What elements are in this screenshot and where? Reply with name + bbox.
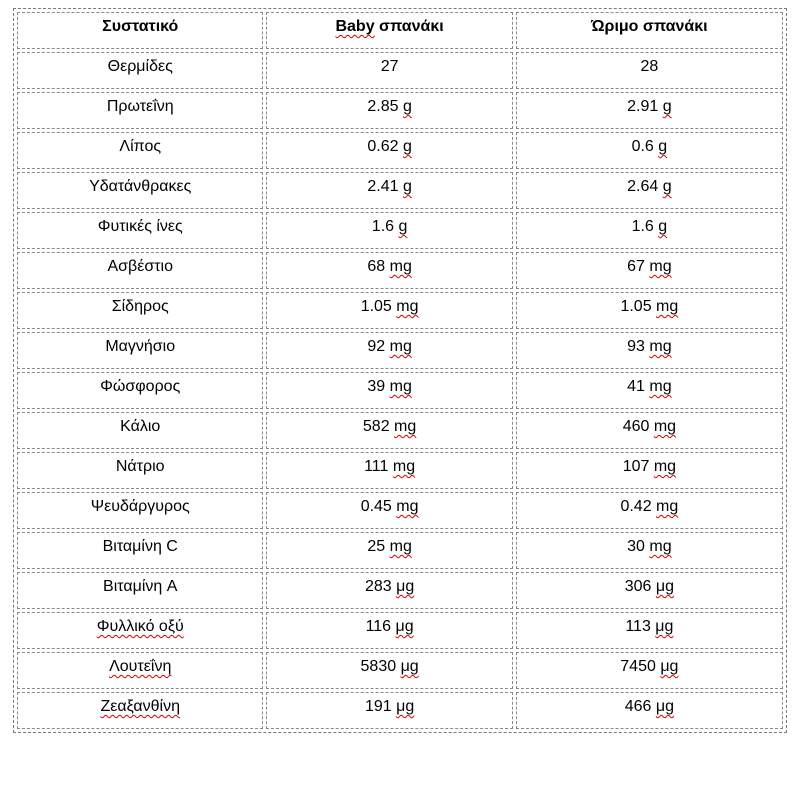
unit-label: mg: [396, 298, 419, 315]
unit-label: μg: [400, 658, 419, 675]
unit-label: mg: [656, 498, 679, 515]
baby-value: 68: [367, 258, 390, 275]
unit-label: μg: [655, 698, 674, 715]
unit-label: μg: [396, 578, 415, 595]
ingredient-cell[interactable]: [17, 652, 263, 689]
baby-spinach-cell[interactable]: [266, 132, 512, 169]
unit-label: g: [402, 138, 412, 155]
table-row: [17, 92, 783, 129]
ingredient-name: Βιταμίνη C: [102, 538, 178, 555]
mature-spinach-cell[interactable]: [516, 332, 783, 369]
unit-label: mg: [392, 458, 416, 475]
baby-value: 92: [367, 338, 390, 355]
nutrition-comparison-table: [13, 8, 787, 733]
table-row: [17, 292, 783, 329]
table-row: [17, 252, 783, 289]
unit-label: mg: [656, 298, 679, 315]
table-row: [17, 332, 783, 369]
baby-spinach-cell[interactable]: [266, 452, 512, 489]
mature-value: 7450: [620, 658, 661, 675]
ingredient-name: Θερμίδες: [107, 58, 173, 75]
ingredient-name: Σίδηρος: [111, 298, 169, 315]
mature-value: 113: [625, 618, 656, 635]
mature-spinach-cell[interactable]: [516, 292, 783, 329]
ingredient-name: Νάτριο: [115, 458, 165, 475]
table-row: [17, 572, 783, 609]
table-row: [17, 692, 783, 729]
ingredient-cell[interactable]: [17, 252, 263, 289]
baby-spinach-cell[interactable]: [266, 652, 512, 689]
document-page: [13, 8, 787, 733]
unit-label: g: [658, 138, 668, 155]
mature-value: 2.64: [627, 178, 663, 195]
mature-spinach-cell[interactable]: [516, 212, 783, 249]
unit-label: μg: [396, 698, 415, 715]
ingredient-cell[interactable]: [17, 612, 263, 649]
mature-value: 2.91: [627, 98, 663, 115]
mature-value: 30: [627, 538, 650, 555]
ingredient-cell[interactable]: [17, 332, 263, 369]
table-row: [17, 612, 783, 649]
ingredient-name: Λουτεΐνη: [109, 658, 172, 675]
unit-label: mg: [389, 338, 412, 355]
ingredient-cell[interactable]: [17, 52, 263, 89]
ingredient-cell[interactable]: [17, 532, 263, 569]
unit-label: mg: [649, 258, 672, 275]
mature-spinach-cell[interactable]: [516, 92, 783, 129]
mature-spinach-cell[interactable]: [516, 532, 783, 569]
baby-spinach-cell[interactable]: [266, 292, 512, 329]
unit-label: g: [402, 98, 412, 115]
ingredient-cell[interactable]: [17, 92, 263, 129]
baby-spinach-cell[interactable]: [266, 692, 512, 729]
unit-label: mg: [649, 378, 672, 395]
table-row: [17, 212, 783, 249]
mature-spinach-cell[interactable]: [516, 132, 783, 169]
unit-label: mg: [389, 378, 412, 395]
table-row: [17, 652, 783, 689]
ingredient-name: Ασβέστιο: [107, 258, 173, 275]
ingredient-cell[interactable]: [17, 292, 263, 329]
mature-spinach-cell[interactable]: [516, 252, 783, 289]
ingredient-name: Υδατάνθρακες: [89, 178, 192, 195]
unit-label: μg: [655, 578, 674, 595]
table-header-row: [17, 12, 783, 49]
baby-value: 191: [364, 698, 397, 715]
unit-label: g: [402, 178, 412, 195]
table-row: [17, 532, 783, 569]
baby-spinach-cell[interactable]: [266, 572, 512, 609]
mature-value: 0.6: [631, 138, 659, 155]
baby-value: 1.05: [360, 298, 397, 315]
mature-spinach-cell[interactable]: [516, 572, 783, 609]
ingredient-cell[interactable]: [17, 492, 263, 529]
unit-label: mg: [649, 338, 672, 355]
ingredient-cell[interactable]: [17, 212, 263, 249]
mature-value: 107: [622, 458, 654, 475]
ingredient-name: Ζεαξανθίνη: [100, 698, 180, 715]
baby-spinach-cell[interactable]: [266, 172, 512, 209]
baby-spinach-cell[interactable]: [266, 612, 512, 649]
baby-value: 1.6: [371, 218, 399, 235]
ingredient-name: Φυλλικό οξύ: [96, 618, 184, 635]
unit-label: mg: [649, 538, 672, 555]
baby-value: 2.85: [367, 98, 403, 115]
ingredient-cell[interactable]: [17, 692, 263, 729]
mature-spinach-cell[interactable]: [516, 172, 783, 209]
baby-value: 39: [367, 378, 390, 395]
unit-label: g: [398, 218, 408, 235]
mature-spinach-cell[interactable]: [516, 52, 783, 89]
unit-label: μg: [395, 618, 414, 635]
mature-spinach-cell[interactable]: [516, 692, 783, 729]
unit-label: g: [658, 218, 668, 235]
table-row: [17, 172, 783, 209]
ingredient-name: Μαγνήσιο: [105, 338, 176, 355]
mature-spinach-cell[interactable]: [516, 372, 783, 409]
ingredient-cell[interactable]: [17, 372, 263, 409]
mature-spinach-cell[interactable]: [516, 412, 783, 449]
ingredient-name: Κάλιο: [120, 418, 161, 435]
table-row: [17, 412, 783, 449]
ingredient-cell[interactable]: [17, 572, 263, 609]
baby-spinach-cell[interactable]: [266, 52, 512, 89]
mature-spinach-cell[interactable]: [516, 492, 783, 529]
table-row: [17, 452, 783, 489]
ingredient-name: Βιταμίνη A: [103, 578, 178, 595]
baby-value: 116: [365, 618, 396, 635]
baby-value: 0.45: [360, 498, 397, 515]
table-row: [17, 132, 783, 169]
unit-label: mg: [394, 418, 417, 435]
unit-label: mg: [396, 498, 419, 515]
table-row: [17, 492, 783, 529]
baby-spinach-cell[interactable]: [266, 532, 512, 569]
baby-value: 27: [380, 58, 399, 75]
unit-label: μg: [660, 658, 679, 675]
baby-spinach-cell[interactable]: [266, 332, 512, 369]
baby-spinach-cell[interactable]: [266, 372, 512, 409]
table-row: [17, 372, 783, 409]
baby-value: 582: [362, 418, 395, 435]
ingredient-cell[interactable]: [17, 172, 263, 209]
mature-value: 466: [624, 698, 656, 715]
column-header-mature-spinach[interactable]: Ώριμο σπανάκι: [516, 12, 783, 49]
column-header-ingredient[interactable]: Συστατικό: [17, 12, 263, 49]
baby-spinach-cell[interactable]: [266, 212, 512, 249]
column-header-baby-spinach[interactable]: Baby σπανάκι: [266, 12, 512, 49]
table-body: [17, 52, 783, 729]
baby-spinach-cell[interactable]: [266, 92, 512, 129]
mature-spinach-cell[interactable]: [516, 652, 783, 689]
ingredient-name: Λίπος: [119, 138, 162, 155]
mature-value: 1.05: [620, 298, 657, 315]
mature-value: 460: [622, 418, 654, 435]
ingredient-name: Πρωτεΐνη: [106, 98, 174, 115]
spellcheck-flagged-word: Baby: [335, 18, 375, 35]
ingredient-name: Ψευδάργυρος: [90, 498, 190, 515]
ingredient-cell[interactable]: [17, 452, 263, 489]
mature-value: 93: [627, 338, 650, 355]
unit-label: mg: [653, 418, 677, 435]
mature-value: 28: [640, 58, 659, 75]
unit-label: g: [662, 98, 672, 115]
baby-spinach-cell[interactable]: [266, 412, 512, 449]
unit-label: mg: [389, 258, 412, 275]
mature-value: 0.42: [620, 498, 657, 515]
baby-spinach-cell[interactable]: [266, 492, 512, 529]
baby-spinach-cell[interactable]: [266, 252, 512, 289]
mature-value: 1.6: [631, 218, 659, 235]
unit-label: μg: [655, 618, 674, 635]
mature-spinach-cell[interactable]: [516, 612, 783, 649]
table-row: [17, 52, 783, 89]
ingredient-name: Φυτικές ίνες: [97, 218, 183, 235]
baby-value: 2.41: [367, 178, 403, 195]
ingredient-name: Φώσφορος: [100, 378, 181, 395]
unit-label: g: [662, 178, 672, 195]
ingredient-cell[interactable]: [17, 412, 263, 449]
baby-value: 0.62: [367, 138, 403, 155]
mature-spinach-cell[interactable]: [516, 452, 783, 489]
baby-value: 283: [364, 578, 397, 595]
baby-value: 111: [364, 458, 393, 475]
ingredient-cell[interactable]: [17, 132, 263, 169]
baby-value: 25: [367, 538, 390, 555]
mature-value: 41: [627, 378, 650, 395]
unit-label: mg: [389, 538, 412, 555]
baby-value: 5830: [360, 658, 401, 675]
mature-value: 306: [624, 578, 656, 595]
mature-value: 67: [627, 258, 650, 275]
unit-label: mg: [653, 458, 677, 475]
